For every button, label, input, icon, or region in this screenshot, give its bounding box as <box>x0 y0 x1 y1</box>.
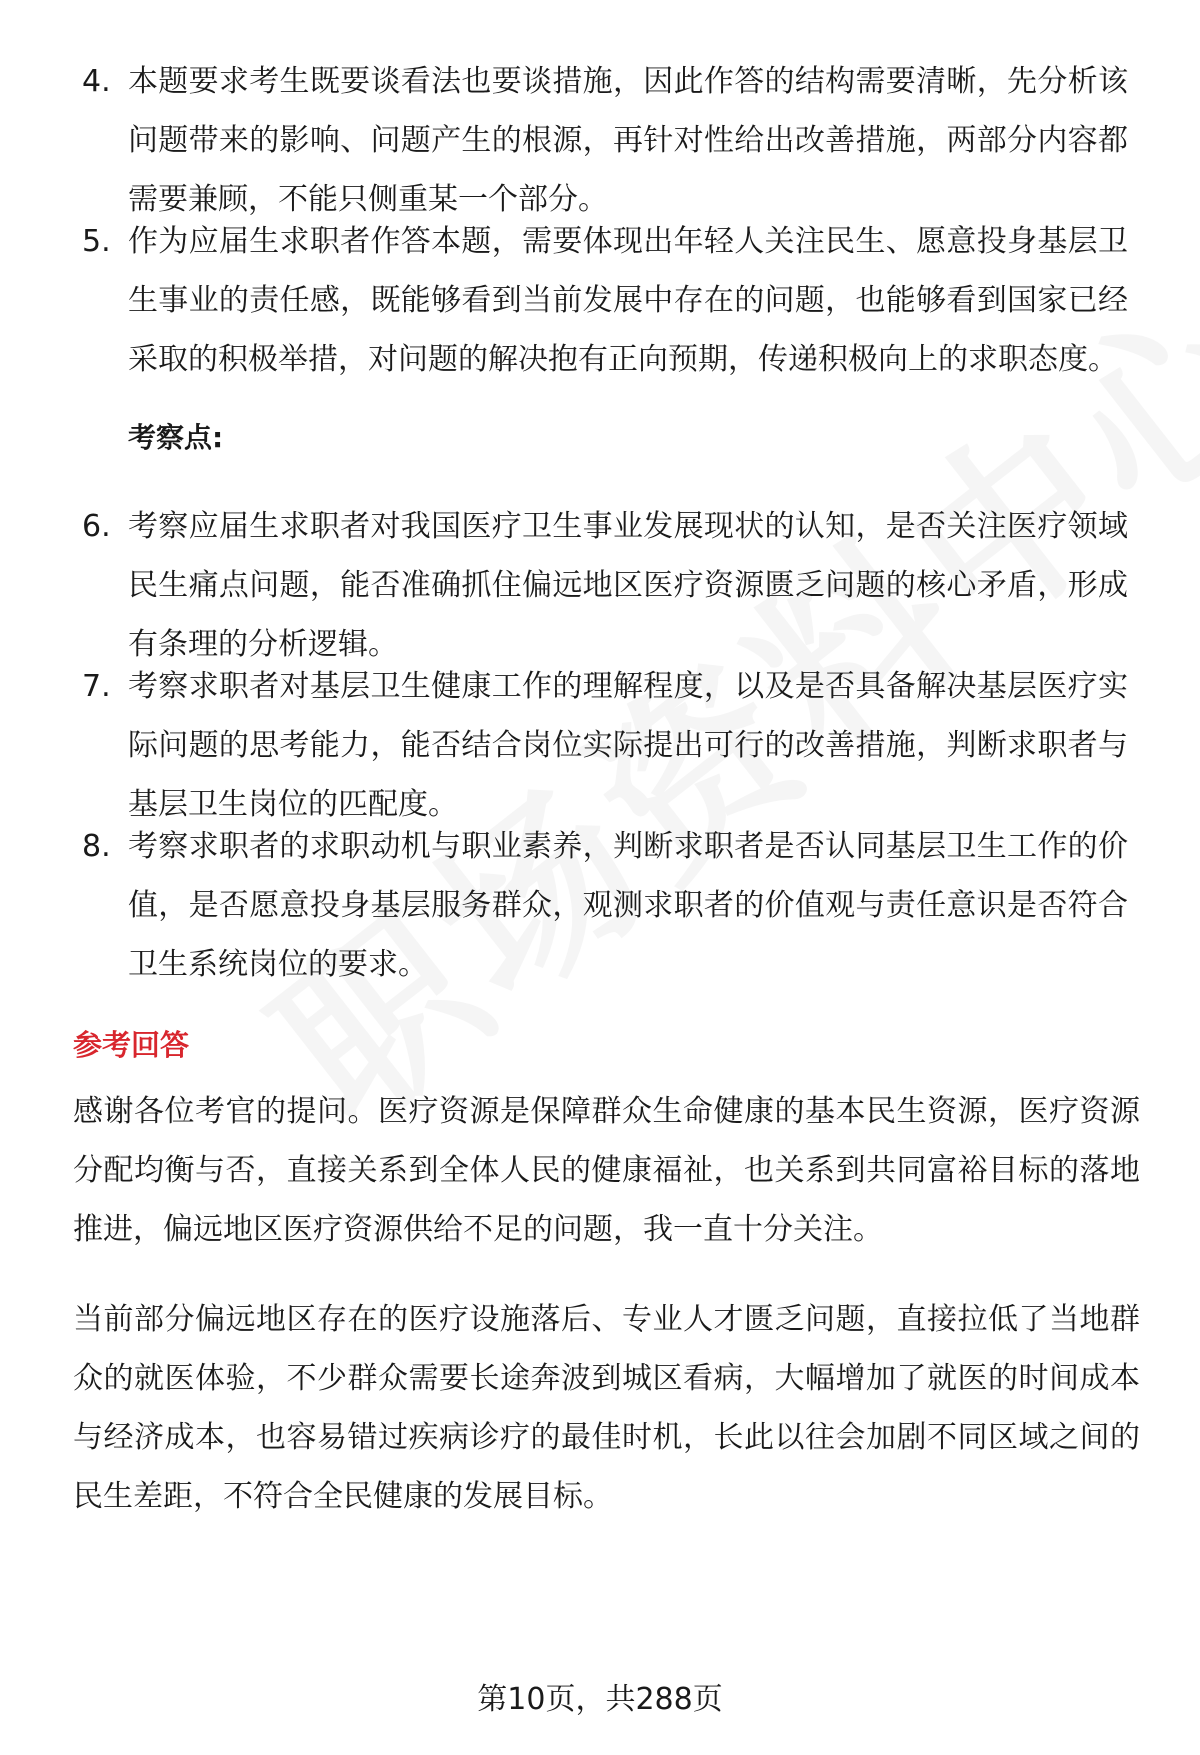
list-text: 作为应届生求职者作答本题，需要体现出年轻人关注民生、愿意投身基层卫生事业的责任感，既能够看到当前发展中存在的问题，也能够看到国家已经采取的积极举措，对问题的解决抱有正向预期，传递积极向上的求职态度。 <box>128 224 1128 377</box>
reference-answer-heading: 参考回答 <box>73 1028 190 1062</box>
list-number: 5. <box>82 224 111 259</box>
answer-paragraph-2: 当前部分偏远地区存在的医疗设施落后、专业人才匮乏问题，直接拉低了当地群众的就医体验，不少群众需要长途奔波到城区看病，大幅增加了就医的时间成本与经济成本，也容易错过疾病诊疗的最佳时机，长此以往会加剧不同区域之间的民生差距，不符合全民健康的发展目标。 <box>73 1302 1140 1514</box>
list-text: 考察求职者的求职动机与职业素养，判断求职者是否认同基层卫生工作的价值，是否愿意投身基层服务群众，观测求职者的价值观与责任意识是否符合卫生系统岗位的要求。 <box>128 829 1128 982</box>
list-text: 考察应届生求职者对我国医疗卫生事业发展现状的认知，是否关注医疗领域民生痛点问题，能否准确抓住偏远地区医疗资源匮乏问题的核心矛盾，形成有条理的分析逻辑。 <box>128 509 1128 662</box>
list-number: 7. <box>82 669 111 704</box>
exam-points-heading: 考察点: <box>128 421 224 454</box>
page-number-footer: 第10页，共288页 <box>477 1682 723 1717</box>
list-number: 8. <box>82 829 111 864</box>
list-number: 6. <box>82 509 111 544</box>
list-number: 4. <box>82 64 111 99</box>
list-text: 考察求职者对基层卫生健康工作的理解程度，以及是否具备解决基层医疗实际问题的思考能力，能否结合岗位实际提出可行的改善措施，判断求职者与基层卫生岗位的匹配度。 <box>128 669 1128 822</box>
list-text: 本题要求考生既要谈看法也要谈措施，因此作答的结构需要清晰，先分析该问题带来的影响、问题产生的根源，再针对性给出改善措施，两部分内容都需要兼顾，不能只侧重某一个部分。 <box>128 64 1128 217</box>
answer-paragraph-1: 感谢各位考官的提问。医疗资源是保障群众生命健康的基本民生资源，医疗资源分配均衡与否，直接关系到全体人民的健康福祉，也关系到共同富裕目标的落地推进，偏远地区医疗资源供给不足的问题，我一直十分关注。 <box>73 1094 1140 1247</box>
